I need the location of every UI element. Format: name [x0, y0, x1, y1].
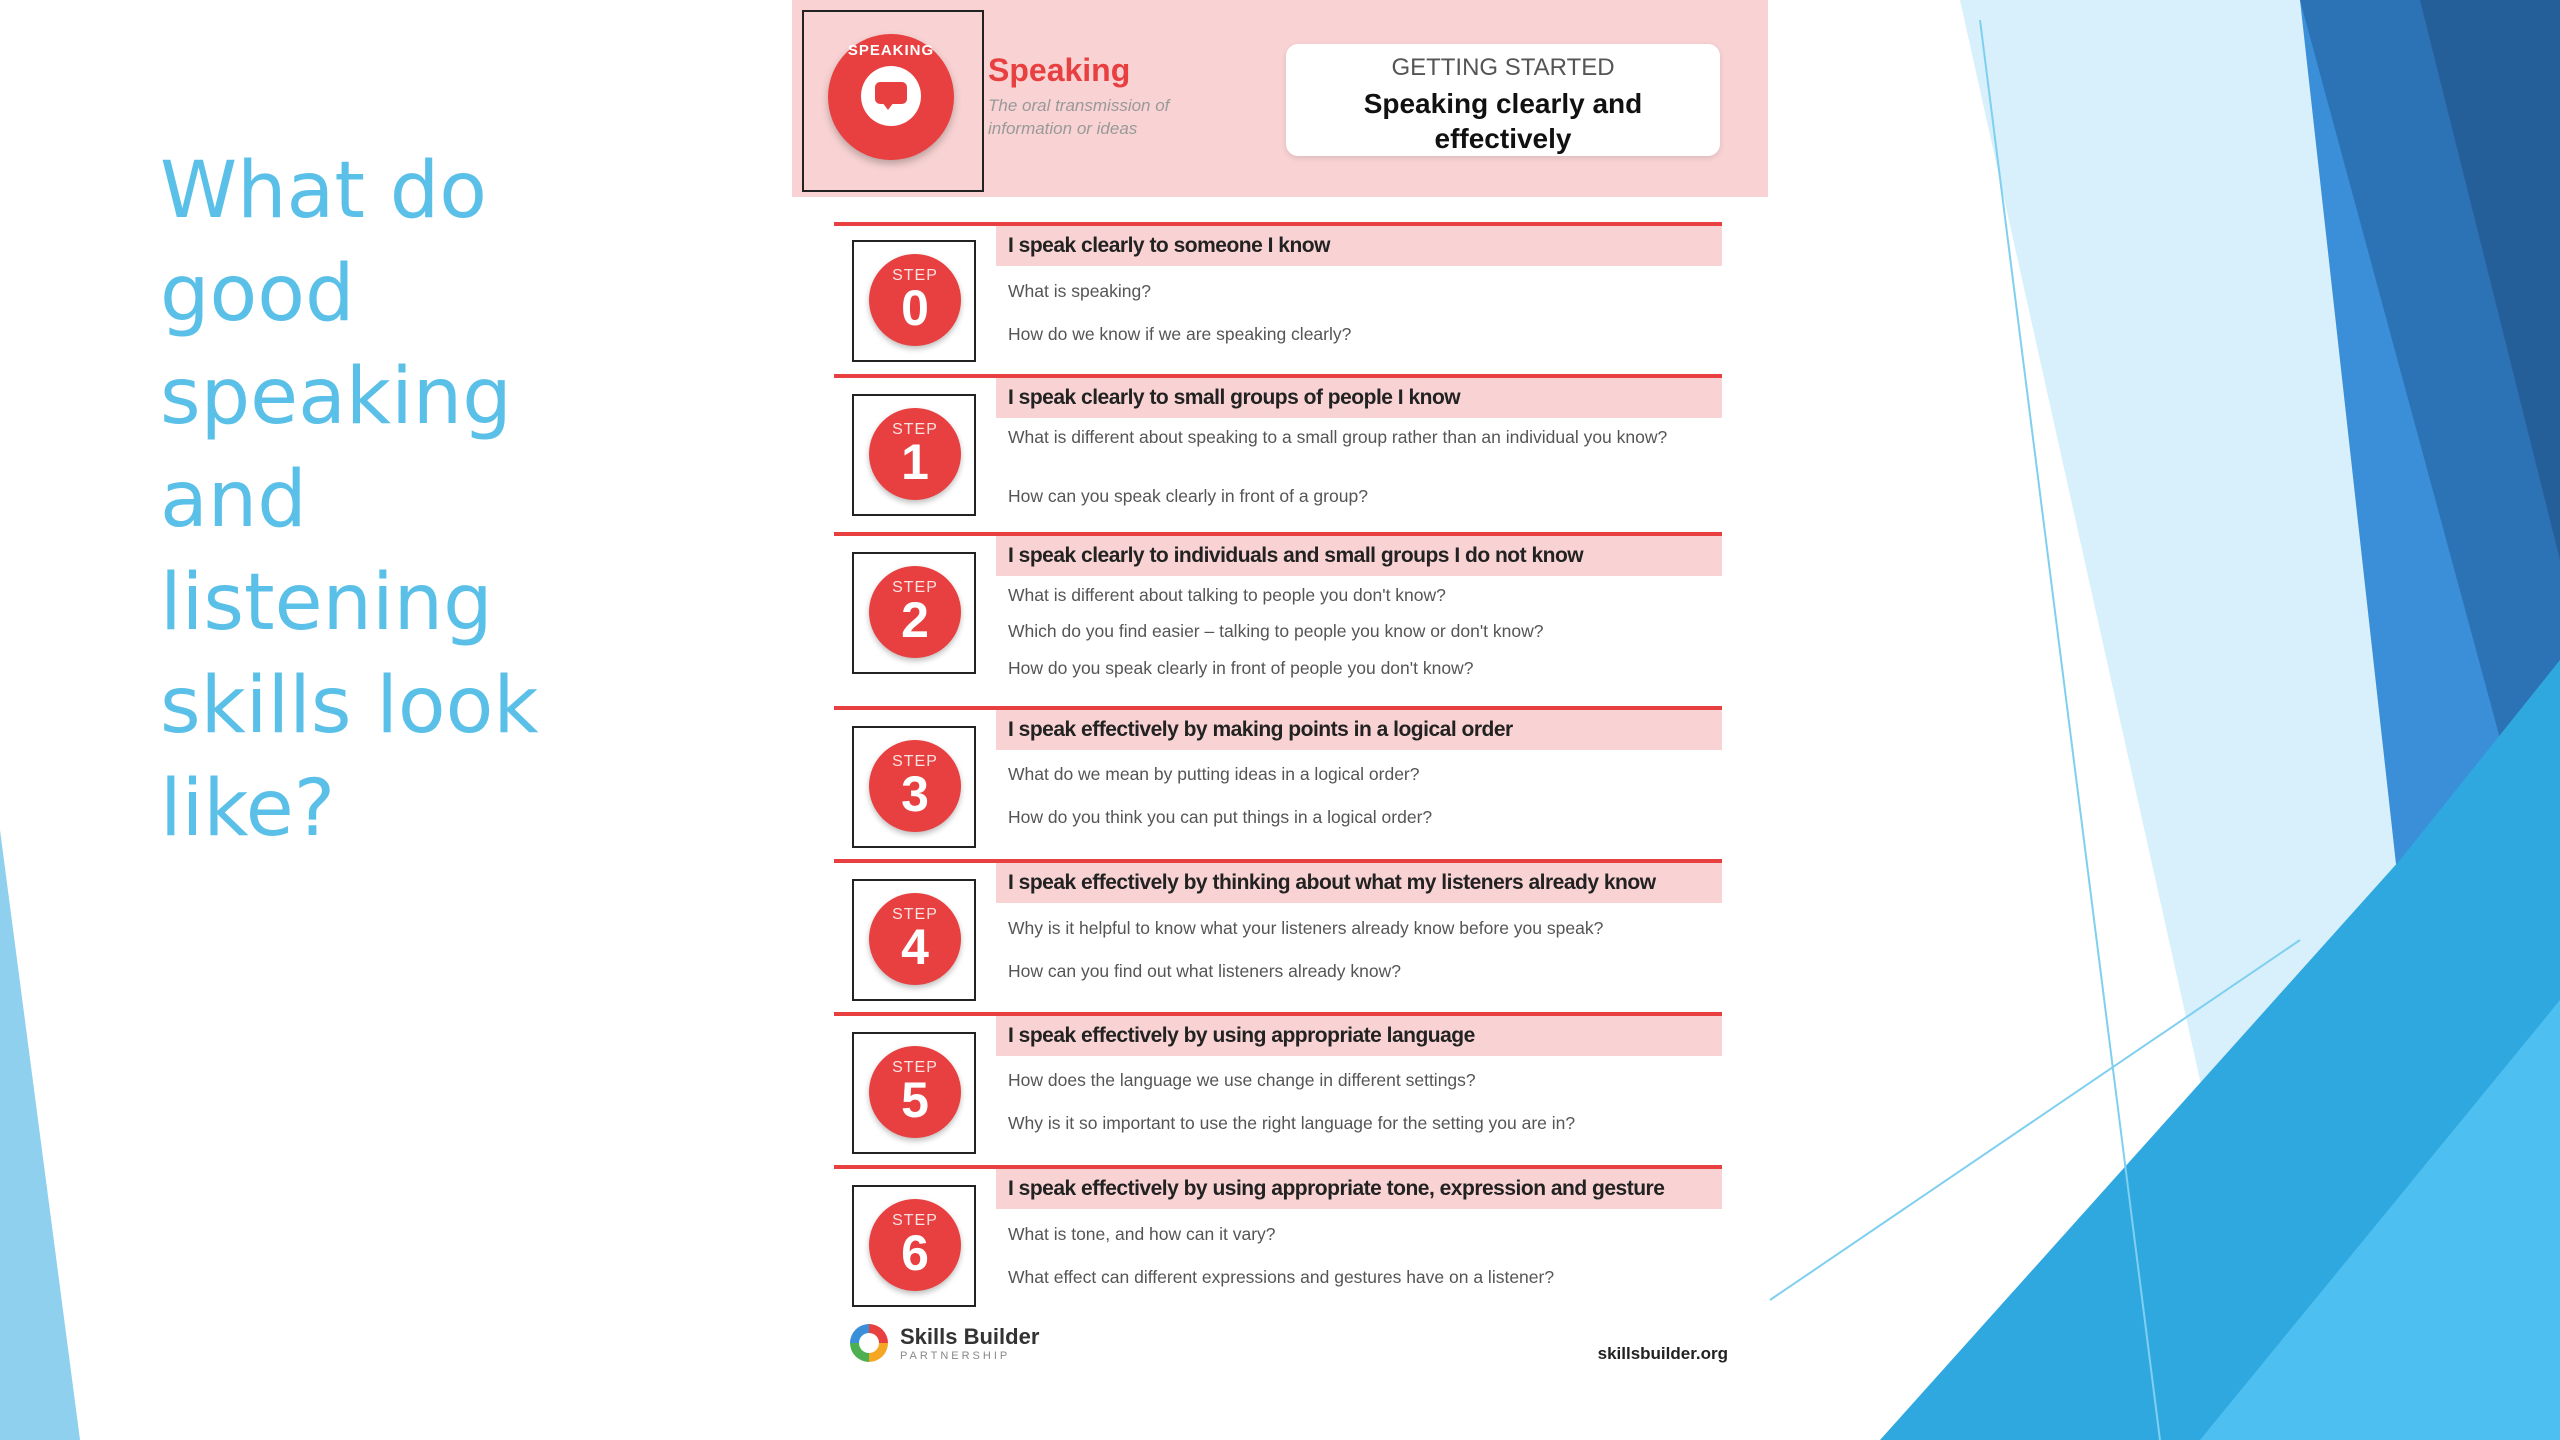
step-number: 1 [901, 434, 929, 490]
step-badge [869, 740, 961, 832]
slide-question-title: What do good speaking and listening skills look like? [160, 146, 539, 854]
step-number: 6 [901, 1225, 929, 1281]
step-word: STEP [892, 579, 938, 596]
step-heading: I speak effectively by making points in a logical order [996, 710, 1722, 750]
step-badge [869, 1199, 961, 1291]
speaking-badge-frame [802, 10, 984, 192]
step-question: How do you speak clearly in front of people you don't know? [1008, 658, 1474, 678]
step-badge [869, 1046, 961, 1138]
step-badge [869, 566, 961, 658]
step-question: What effect can different expressions and gestures have on a listener? [1008, 1267, 1555, 1287]
getting-started-title: Speaking clearly and effectively [1363, 88, 1643, 154]
step-heading: I speak clearly to small groups of people I know [996, 378, 1722, 418]
step-badge-frame [852, 552, 976, 674]
step-word: STEP [892, 267, 938, 284]
step-question: What is speaking? [1008, 281, 1151, 301]
step-number: 5 [901, 1072, 929, 1128]
step-number: 4 [901, 919, 929, 975]
speaking-handout [792, 0, 1768, 1410]
getting-started-card [1286, 44, 1720, 156]
step-question: What is different about talking to people you don't know? [1008, 585, 1446, 605]
step-badge-frame [852, 879, 976, 1001]
org-subtitle: PARTNERSHIP [900, 1350, 1011, 1362]
step-heading: I speak effectively by using appropriate tone, expression and gesture [996, 1169, 1722, 1209]
step-question: What do we mean by putting ideas in a logical order? [1008, 764, 1420, 784]
step-badge-frame [852, 394, 976, 516]
step-question: How do we know if we are speaking clearly? [1008, 324, 1352, 344]
step-question: How do you think you can put things in a logical order? [1008, 807, 1433, 827]
getting-started-label: GETTING STARTED [1391, 54, 1615, 81]
step-heading: I speak clearly to someone I know [996, 226, 1722, 266]
step-badge-frame [852, 1185, 976, 1307]
step-heading: I speak effectively by using appropriate language [996, 1016, 1722, 1056]
step-number: 3 [901, 766, 929, 822]
step-word: STEP [892, 421, 938, 438]
speaking-badge [828, 34, 954, 160]
badge-label: SPEAKING [847, 42, 935, 59]
org-name: Skills Builder [900, 1324, 1040, 1349]
step-word: STEP [892, 906, 938, 923]
step-number: 0 [901, 280, 929, 336]
step-question: Which do you find easier – talking to people you know or don't know? [1008, 621, 1544, 641]
org-website: skillsbuilder.org [1597, 1344, 1728, 1363]
step-badge-frame [852, 726, 976, 848]
skill-subtitle: The oral transmission of information or ideas [988, 96, 1170, 138]
handout-header [792, 0, 1768, 197]
speech-bubble-icon [861, 66, 921, 126]
step-question: What is tone, and how can it vary? [1008, 1224, 1276, 1244]
step-question: What is different about speaking to a small group rather than an individual you know? [1008, 427, 1668, 447]
step-word: STEP [892, 1059, 938, 1076]
step-badge-frame [852, 240, 976, 362]
step-question: Why is it so important to use the right language for the setting you are in? [1008, 1113, 1576, 1133]
skills-builder-logo-icon [850, 1324, 888, 1362]
step-badge-frame [852, 1032, 976, 1154]
step-number: 2 [901, 592, 929, 648]
step-question: How can you speak clearly in front of a group? [1008, 486, 1368, 506]
skill-title: Speaking [988, 52, 1131, 88]
step-question: How does the language we use change in different settings? [1008, 1070, 1476, 1090]
step-heading: I speak clearly to individuals and small groups I do not know [996, 536, 1722, 576]
step-question: Why is it helpful to know what your listeners already know before you speak? [1008, 918, 1604, 938]
step-question: How can you find out what listeners already know? [1008, 961, 1401, 981]
step-heading: I speak effectively by thinking about what my listeners already know [996, 863, 1722, 903]
step-word: STEP [892, 1212, 938, 1229]
step-badge [869, 408, 961, 500]
step-badge [869, 254, 961, 346]
step-word: STEP [892, 753, 938, 770]
step-badge [869, 893, 961, 985]
